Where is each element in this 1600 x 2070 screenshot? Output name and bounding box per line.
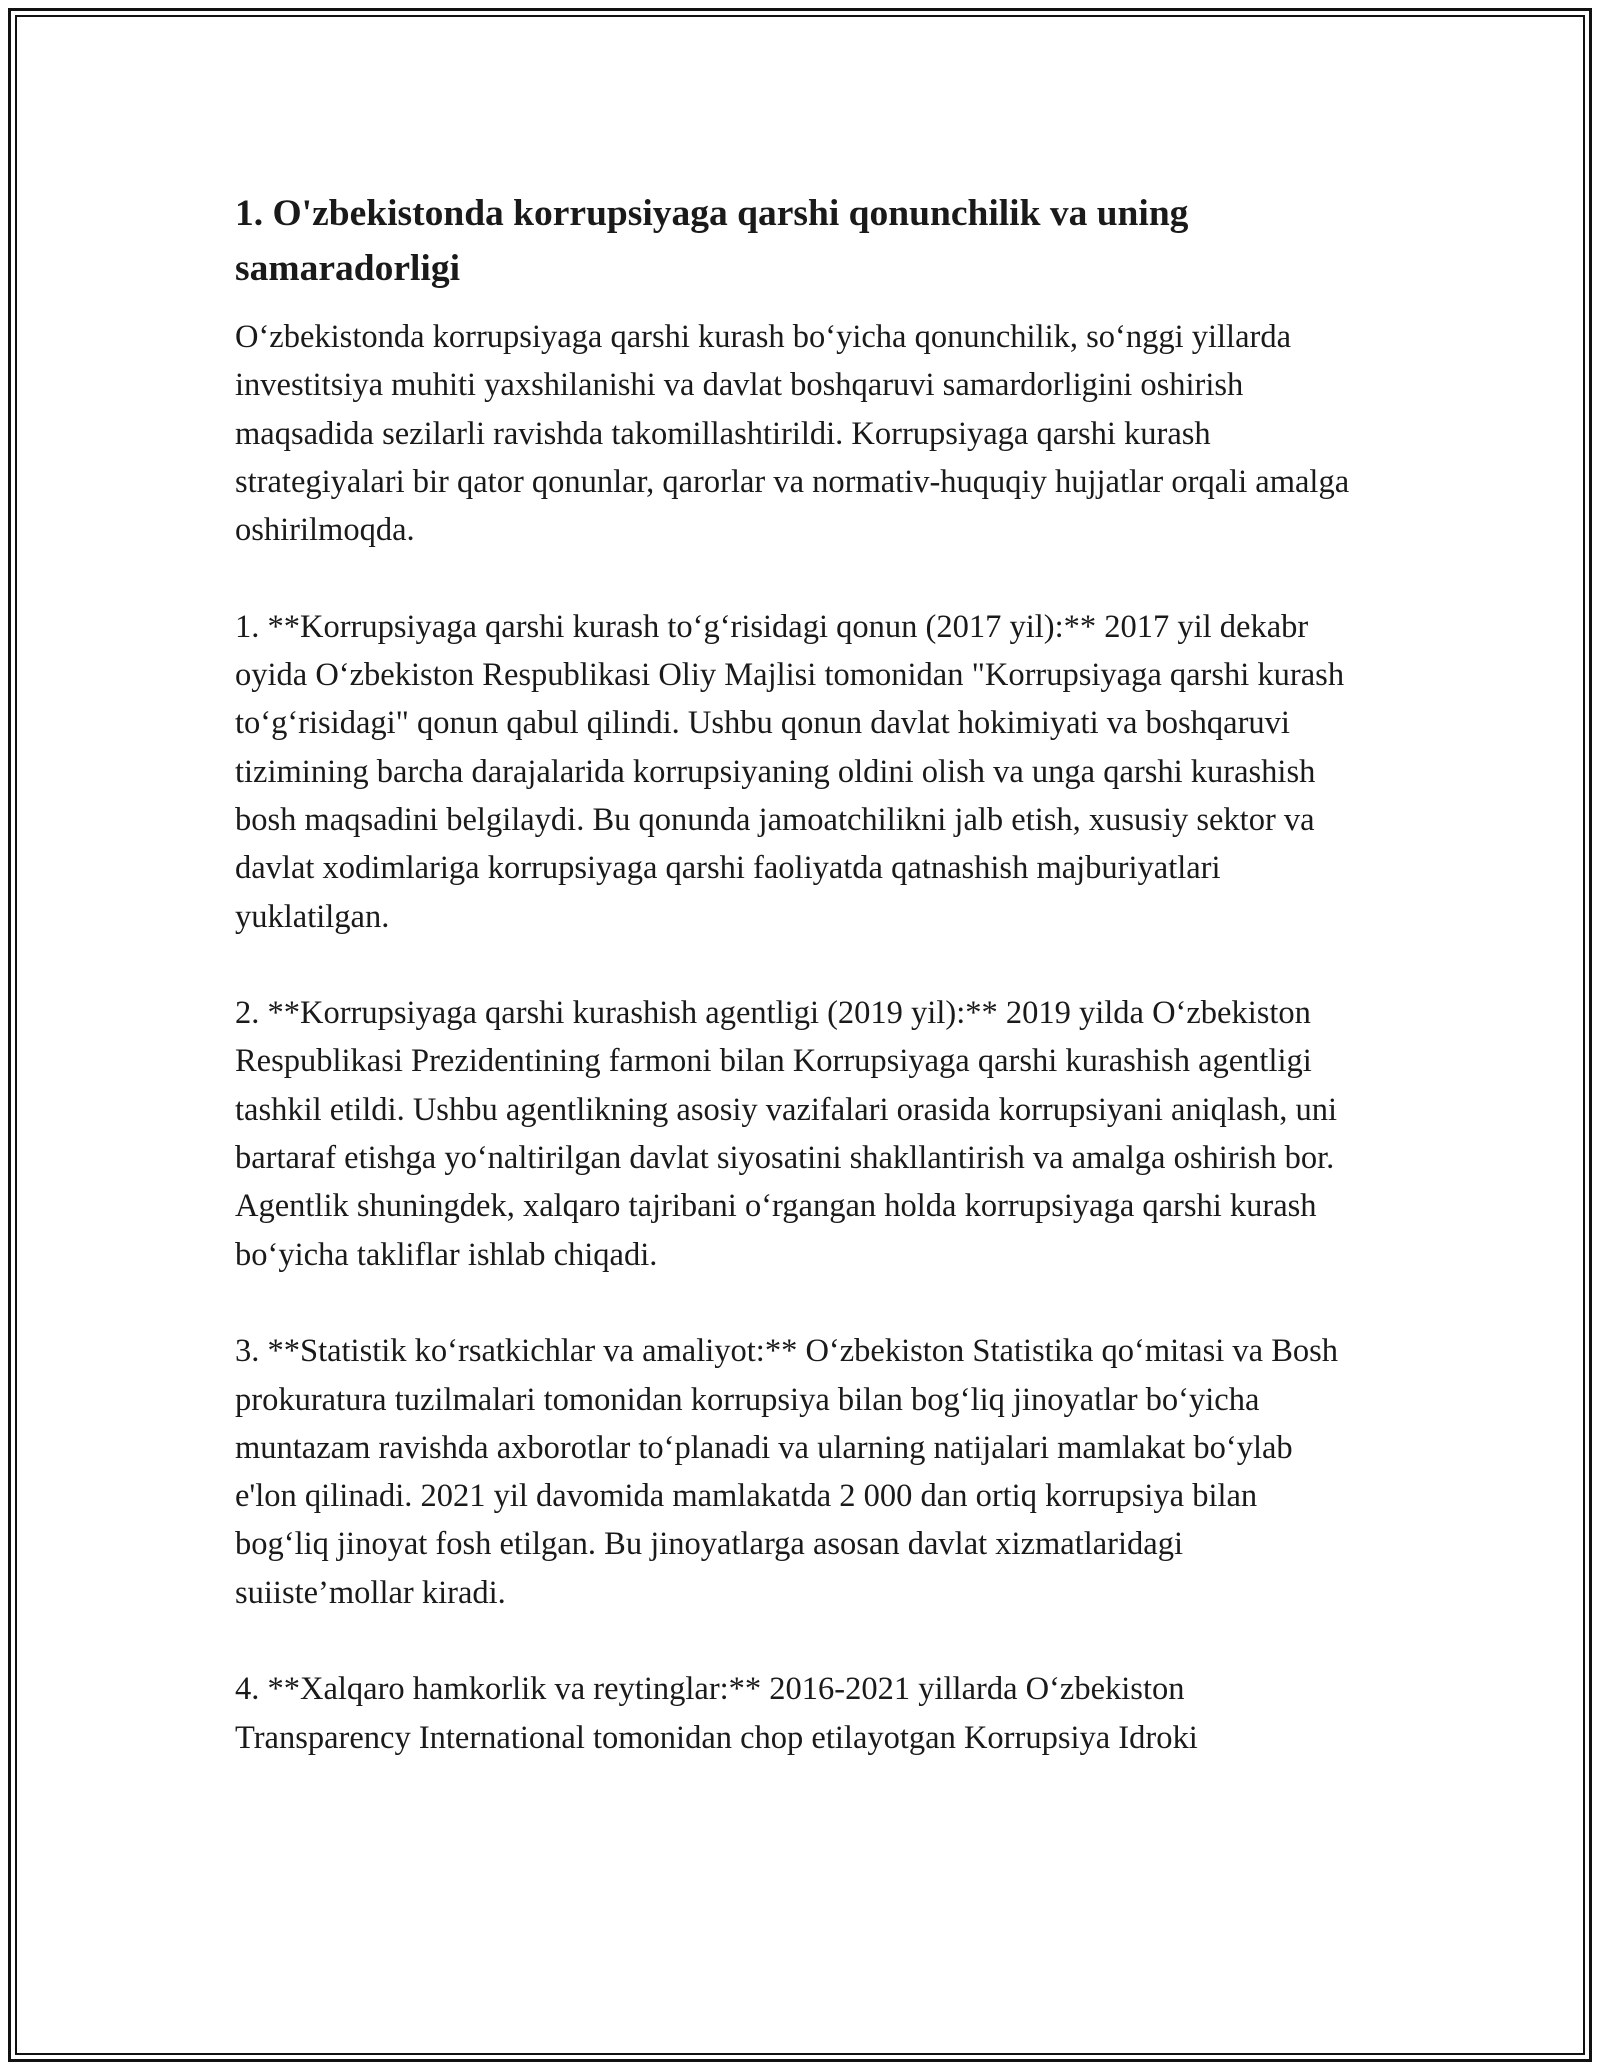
paragraph-item-3: 3. **Statistik ko‘rsatkichlar va amaliyot:** O‘zbekiston Statistika qo‘mitasi va Bosh prokuratura tuzilmalari tomonidan korrupsiya bilan bog‘liq jinoyatlar bo‘yicha muntazam ravishda axborotlar to‘planadi va ularning natijalari mamlakat bo‘ylab e'lon qilinadi. 2021 yil davomida mamlakatda 2 000 dan ortiq korrupsiya bilan bog‘liq jinoyat fosh etilgan. Bu jinoyatlarga asosan davlat xizmatlaridagi suiiste’mollar kiradi. <box>235 1333 1339 1611</box>
document-page <box>235 186 1355 1810</box>
section-title: 1. O'zbekistonda korrupsiyaga qarshi qonunchilik va uning samaradorligi <box>235 193 1189 289</box>
paragraph-intro: O‘zbekistonda korrupsiyaga qarshi kurash bo‘yicha qonunchilik, so‘nggi yillarda investitsiya muhiti yaxshilanishi va davlat boshqaruvi samardorligini oshirish maqsadida sezilarli ravishda takomillashtirildi. Korrupsiyaga qarshi kurash strategiyalari bir qator qonunlar, qarorlar va normativ-huquqiy hujjatlar orqali amalga oshirilmoqda. <box>235 319 1350 549</box>
paragraph-item-2: 2. **Korrupsiyaga qarshi kurashish agentligi (2019 yil):** 2019 yilda O‘zbekiston Respublikasi Prezidentining farmoni bilan Korrupsiyaga qarshi kurashish agentligi tashkil etildi. Ushbu agentlikning asosiy vazifalari orasida korrupsiyani aniqlash, uni bartaraf etishga yo‘naltirilgan davlat siyosatini shakllantirish va amalga oshirish bor. Agentlik shuningdek, xalqaro tajribani o‘rgangan holda korrupsiyaga qarshi kurash bo‘yicha takliflar ishlab chiqadi. <box>235 995 1338 1273</box>
paragraph-item-4: 4. **Xalqaro hamkorlik va reytinglar:** 2016-2021 yillarda O‘zbekiston Transparency International tomonidan chop etilayotgan Korrupsiya Idroki <box>235 1671 1198 1756</box>
paragraph-item-1: 1. **Korrupsiyaga qarshi kurash to‘g‘risidagi qonun (2017 yil):** 2017 yil dekabr oyida O‘zbekiston Respublikasi Oliy Majlisi tomonidan "Korrupsiyaga qarshi kurash to‘g‘risidagi" qonun qabul qilindi. Ushbu qonun davlat hokimiyati va boshqaruvi tizimining barcha darajalarida korrupsiyaning oldini olish va unga qarshi kurashish bosh maqsadini belgilaydi. Bu qonunda jamoatchilikni jalb etish, xususiy sektor va davlat xodimlariga korrupsiyaga qarshi faoliyatda qatnashish majburiyatlari yuklatilgan. <box>235 608 1345 935</box>
